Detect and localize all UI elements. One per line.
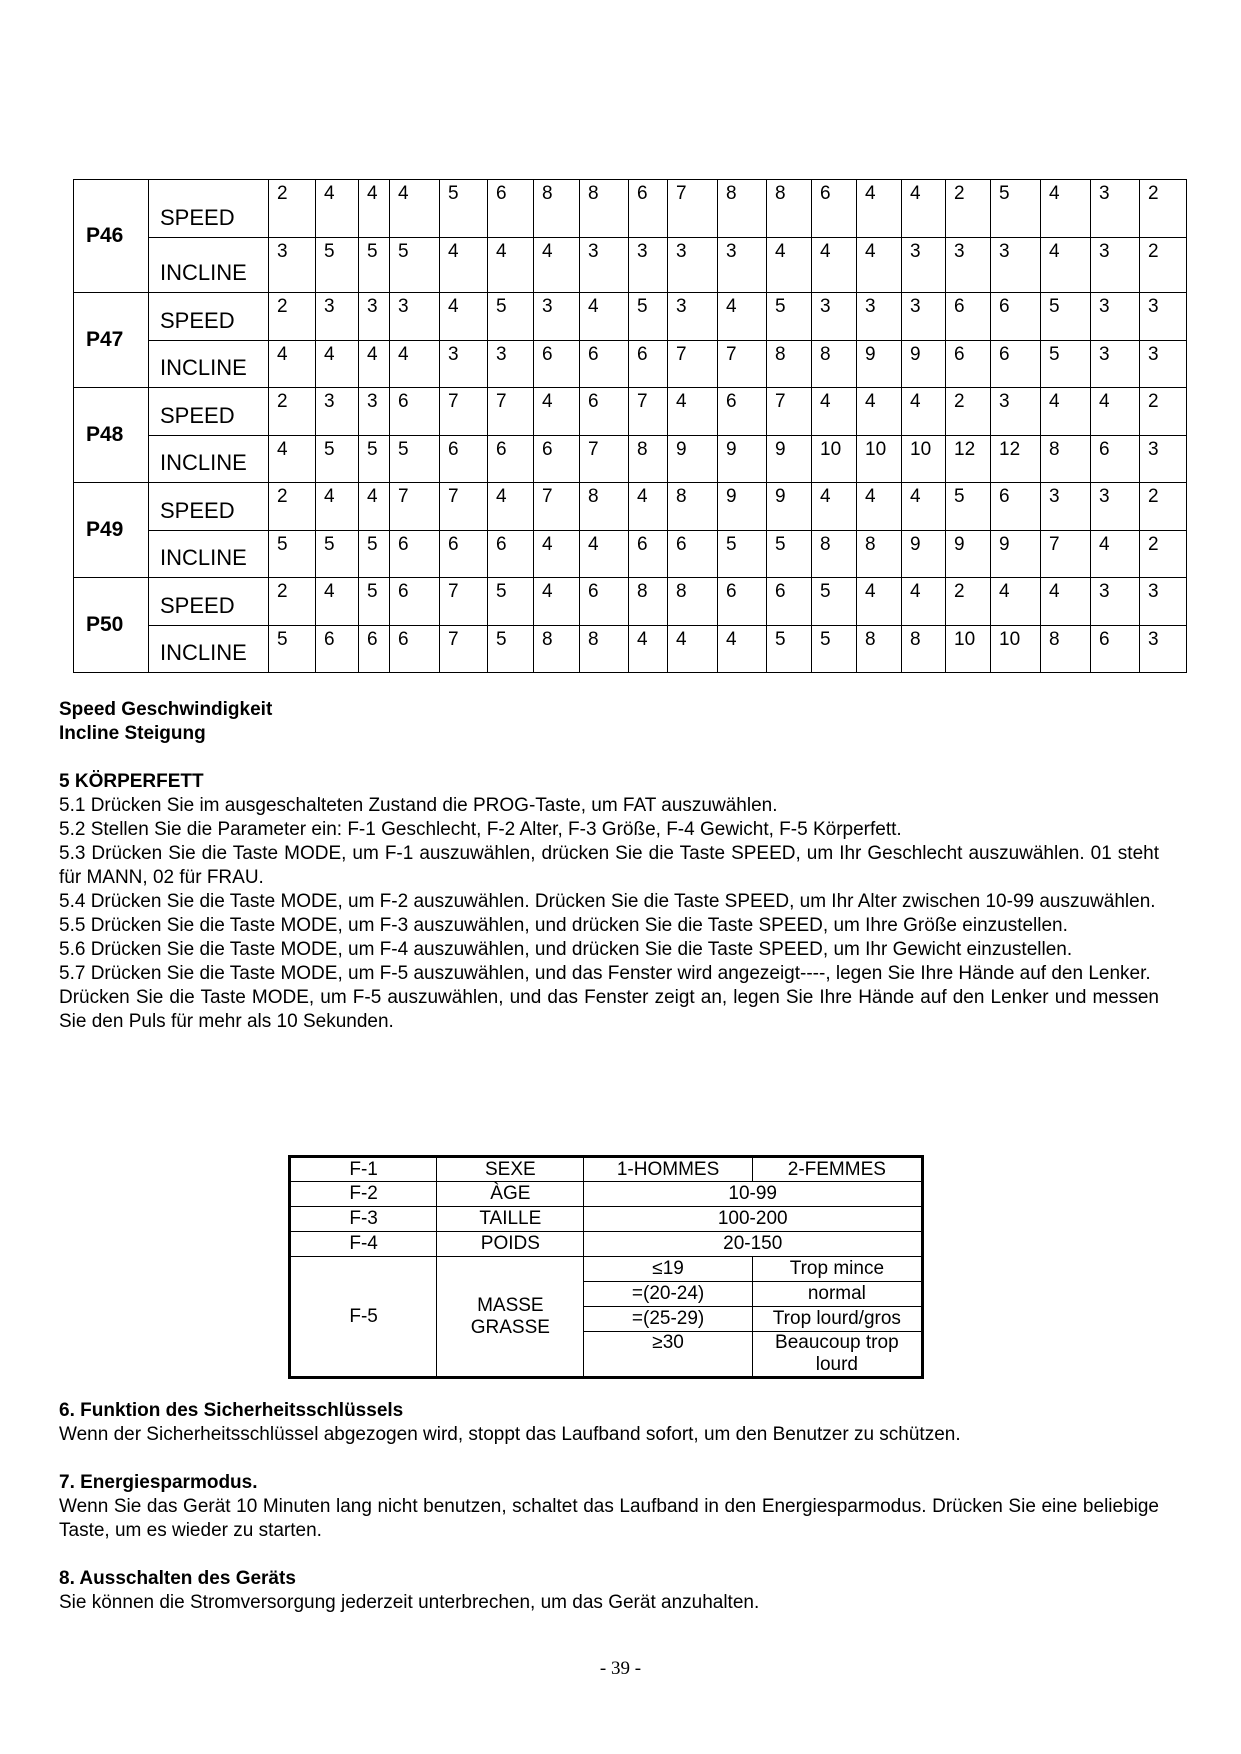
table-cell: F-5 bbox=[290, 1257, 437, 1378]
incline-value: 3 bbox=[1091, 238, 1140, 293]
paragraph: Sie können die Stromversorgung jederzeit unterbrechen, um das Gerät anzuhalten. bbox=[59, 1592, 760, 1613]
table-row bbox=[74, 238, 1187, 293]
legend bbox=[59, 698, 1159, 746]
table-row bbox=[290, 1232, 923, 1257]
speed-value: 7 bbox=[534, 483, 580, 531]
speed-value: 8 bbox=[718, 180, 767, 238]
speed-value: 4 bbox=[580, 293, 629, 341]
table-cell: MASSE GRASSE bbox=[437, 1257, 584, 1378]
speed-value: 5 bbox=[812, 578, 857, 626]
table-cell: =(25-29) bbox=[584, 1307, 752, 1332]
incline-value: 3 bbox=[440, 340, 488, 388]
incline-value: 9 bbox=[946, 530, 991, 578]
table-row bbox=[74, 435, 1187, 483]
speed-label: SPEED bbox=[149, 293, 269, 341]
table-cell: POIDS bbox=[437, 1232, 584, 1257]
speed-value: 5 bbox=[1041, 293, 1091, 341]
incline-value: 7 bbox=[1041, 530, 1091, 578]
incline-value: 6 bbox=[488, 530, 534, 578]
program-label: P46 bbox=[74, 180, 149, 293]
speed-value: 5 bbox=[946, 483, 991, 531]
incline-value: 4 bbox=[534, 530, 580, 578]
section-power-off bbox=[59, 1567, 1159, 1615]
speed-value: 3 bbox=[1091, 293, 1140, 341]
incline-value: 8 bbox=[629, 435, 668, 483]
speed-value: 3 bbox=[1140, 293, 1187, 341]
incline-value: 3 bbox=[991, 238, 1041, 293]
incline-value: 8 bbox=[902, 625, 946, 673]
paragraph: 5.3 Drücken Sie die Taste MODE, um F-1 auszuwählen, drücken Sie die Taste SPEED, um Ihr Geschlecht auszuwählen. 01 steht für MANN, 02 für FRAU. bbox=[59, 843, 1159, 888]
incline-value: 3 bbox=[902, 238, 946, 293]
table-cell: ≥30 bbox=[584, 1332, 752, 1378]
table-row bbox=[290, 1207, 923, 1232]
incline-value: 10 bbox=[812, 435, 857, 483]
speed-value: 6 bbox=[580, 388, 629, 436]
speed-value: 7 bbox=[629, 388, 668, 436]
speed-value: 7 bbox=[668, 180, 718, 238]
incline-value: 5 bbox=[269, 530, 316, 578]
speed-value: 5 bbox=[991, 180, 1041, 238]
table-cell: 10-99 bbox=[584, 1182, 923, 1207]
incline-value: 5 bbox=[316, 238, 359, 293]
incline-value: 10 bbox=[991, 625, 1041, 673]
speed-value: 2 bbox=[269, 180, 316, 238]
incline-value: 9 bbox=[991, 530, 1041, 578]
incline-value: 4 bbox=[1091, 530, 1140, 578]
incline-value: 10 bbox=[857, 435, 902, 483]
incline-value: 6 bbox=[316, 625, 359, 673]
speed-value: 2 bbox=[1140, 180, 1187, 238]
speed-value: 6 bbox=[991, 483, 1041, 531]
table-cell: 100-200 bbox=[584, 1207, 923, 1232]
incline-value: 4 bbox=[269, 340, 316, 388]
speed-value: 2 bbox=[269, 293, 316, 341]
speed-value: 3 bbox=[316, 388, 359, 436]
speed-value: 3 bbox=[902, 293, 946, 341]
page-number: - 39 - bbox=[599, 1658, 642, 1679]
speed-value: 5 bbox=[359, 578, 390, 626]
incline-value: 5 bbox=[316, 530, 359, 578]
table-row bbox=[74, 340, 1187, 388]
incline-value: 5 bbox=[390, 238, 440, 293]
incline-value: 5 bbox=[359, 238, 390, 293]
incline-value: 6 bbox=[991, 340, 1041, 388]
speed-value: 9 bbox=[718, 483, 767, 531]
paragraph: Drücken Sie die Taste MODE, um F-5 auszuwählen, und das Fenster zeigt an, legen Sie Ihre Hände auf den Lenker und messen Sie den Puls für mehr als 10 Sekunden. bbox=[59, 987, 1159, 1032]
incline-value: 3 bbox=[1140, 340, 1187, 388]
incline-value: 4 bbox=[269, 435, 316, 483]
speed-label: SPEED bbox=[149, 578, 269, 626]
incline-value: 4 bbox=[629, 625, 668, 673]
speed-value: 4 bbox=[902, 388, 946, 436]
speed-value: 4 bbox=[1041, 180, 1091, 238]
incline-value: 7 bbox=[440, 625, 488, 673]
speed-value: 4 bbox=[668, 388, 718, 436]
incline-value: 6 bbox=[629, 340, 668, 388]
table-row bbox=[74, 578, 1187, 626]
speed-value: 7 bbox=[390, 483, 440, 531]
speed-value: 6 bbox=[580, 578, 629, 626]
section-heading: 7. Energiesparmodus. bbox=[59, 1472, 258, 1493]
incline-value: 12 bbox=[946, 435, 991, 483]
speed-value: 4 bbox=[316, 180, 359, 238]
incline-value: 4 bbox=[534, 238, 580, 293]
speed-value: 6 bbox=[812, 180, 857, 238]
speed-value: 2 bbox=[946, 180, 991, 238]
speed-value: 3 bbox=[991, 388, 1041, 436]
incline-value: 8 bbox=[857, 530, 902, 578]
paragraph: 5.6 Drücken Sie die Taste MODE, um F-4 auszuwählen, und drücken Sie die Taste SPEED, um Ihr Gewicht einzustellen. bbox=[59, 939, 1073, 960]
table-cell: 20-150 bbox=[584, 1232, 923, 1257]
incline-value: 9 bbox=[668, 435, 718, 483]
incline-value: 5 bbox=[390, 435, 440, 483]
incline-value: 4 bbox=[359, 340, 390, 388]
incline-value: 5 bbox=[718, 530, 767, 578]
incline-value: 5 bbox=[359, 435, 390, 483]
incline-value: 6 bbox=[488, 435, 534, 483]
speed-value: 4 bbox=[359, 180, 390, 238]
table-row bbox=[74, 625, 1187, 673]
speed-label: SPEED bbox=[149, 180, 269, 238]
speed-value: 4 bbox=[857, 483, 902, 531]
speed-value: 6 bbox=[991, 293, 1041, 341]
incline-label: INCLINE bbox=[149, 340, 269, 388]
speed-value: 3 bbox=[1091, 483, 1140, 531]
incline-value: 6 bbox=[390, 625, 440, 673]
body-fat-table bbox=[288, 1155, 924, 1379]
incline-value: 3 bbox=[269, 238, 316, 293]
speed-value: 7 bbox=[488, 388, 534, 436]
speed-value: 4 bbox=[812, 483, 857, 531]
incline-value: 6 bbox=[1091, 625, 1140, 673]
table-cell: Trop mince bbox=[752, 1257, 922, 1282]
paragraph: 5.1 Drücken Sie im ausgeschalteten Zustand die PROG-Taste, um FAT auszuwählen. bbox=[59, 795, 778, 816]
speed-value: 5 bbox=[440, 180, 488, 238]
incline-value: 6 bbox=[668, 530, 718, 578]
incline-value: 3 bbox=[488, 340, 534, 388]
section-safety-key bbox=[59, 1399, 1159, 1447]
paragraph: Wenn der Sicherheitsschlüssel abgezogen wird, stoppt das Laufband sofort, um den Benutzer zu schützen. bbox=[59, 1424, 961, 1445]
speed-value: 3 bbox=[390, 293, 440, 341]
incline-value: 7 bbox=[668, 340, 718, 388]
speed-value: 4 bbox=[718, 293, 767, 341]
table-cell: =(20-24) bbox=[584, 1282, 752, 1307]
incline-value: 6 bbox=[440, 435, 488, 483]
incline-value: 3 bbox=[946, 238, 991, 293]
incline-value: 4 bbox=[668, 625, 718, 673]
speed-value: 3 bbox=[534, 293, 580, 341]
speed-value: 7 bbox=[440, 483, 488, 531]
speed-label: SPEED bbox=[149, 388, 269, 436]
table-row bbox=[74, 388, 1187, 436]
table-cell: F-2 bbox=[290, 1182, 437, 1207]
incline-value: 4 bbox=[580, 530, 629, 578]
table-row bbox=[290, 1257, 923, 1282]
table-cell: SEXE bbox=[437, 1157, 584, 1182]
speed-value: 5 bbox=[488, 578, 534, 626]
speed-value: 4 bbox=[991, 578, 1041, 626]
speed-value: 4 bbox=[316, 483, 359, 531]
incline-value: 4 bbox=[767, 238, 812, 293]
paragraph: Wenn Sie das Gerät 10 Minuten lang nicht benutzen, schaltet das Laufband in den Energiesparmodus. Drücken Sie eine beliebige Taste, um es wieder zu starten. bbox=[59, 1496, 1159, 1541]
speed-value: 6 bbox=[488, 180, 534, 238]
incline-label: INCLINE bbox=[149, 625, 269, 673]
incline-value: 4 bbox=[718, 625, 767, 673]
speed-value: 3 bbox=[1140, 578, 1187, 626]
incline-value: 6 bbox=[1091, 435, 1140, 483]
speed-value: 3 bbox=[359, 293, 390, 341]
paragraph: 5.2 Stellen Sie die Parameter ein: F-1 Geschlecht, F-2 Alter, F-3 Größe, F-4 Gewicht, F-5 Körperfett. bbox=[59, 819, 902, 840]
incline-value: 8 bbox=[1041, 625, 1091, 673]
speed-value: 4 bbox=[902, 578, 946, 626]
incline-value: 9 bbox=[902, 340, 946, 388]
speed-value: 4 bbox=[902, 483, 946, 531]
incline-value: 8 bbox=[767, 340, 812, 388]
incline-value: 5 bbox=[316, 435, 359, 483]
speed-value: 4 bbox=[857, 388, 902, 436]
speed-value: 4 bbox=[1041, 388, 1091, 436]
speed-value: 3 bbox=[857, 293, 902, 341]
incline-value: 3 bbox=[1140, 435, 1187, 483]
incline-value: 3 bbox=[1140, 625, 1187, 673]
program-label: P48 bbox=[74, 388, 149, 483]
incline-value: 6 bbox=[580, 340, 629, 388]
incline-value: 4 bbox=[440, 238, 488, 293]
incline-value: 6 bbox=[534, 340, 580, 388]
paragraph: 5.7 Drücken Sie die Taste MODE, um F-5 auszuwählen, und das Fenster wird angezeigt----, legen Sie Ihre Hände auf den Lenker. bbox=[59, 963, 1151, 984]
speed-value: 3 bbox=[1091, 180, 1140, 238]
table-cell: ÀGE bbox=[437, 1182, 584, 1207]
speed-value: 8 bbox=[534, 180, 580, 238]
speed-value: 3 bbox=[359, 388, 390, 436]
incline-value: 8 bbox=[812, 530, 857, 578]
speed-value: 4 bbox=[857, 578, 902, 626]
incline-value: 5 bbox=[359, 530, 390, 578]
speed-value: 7 bbox=[767, 388, 812, 436]
speed-value: 6 bbox=[390, 578, 440, 626]
speed-value: 8 bbox=[767, 180, 812, 238]
speed-value: 2 bbox=[1140, 388, 1187, 436]
incline-value: 6 bbox=[629, 530, 668, 578]
table-cell: Beaucoup trop lourd bbox=[752, 1332, 922, 1378]
speed-value: 4 bbox=[1041, 578, 1091, 626]
paragraph: 5.4 Drücken Sie die Taste MODE, um F-2 auszuwählen. Drücken Sie die Taste SPEED, um Ihr Alter zwischen 10-99 auszuwählen. bbox=[59, 891, 1156, 912]
incline-value: 5 bbox=[269, 625, 316, 673]
incline-label: INCLINE bbox=[149, 435, 269, 483]
table-cell: 2-FEMMES bbox=[752, 1157, 922, 1182]
incline-value: 4 bbox=[316, 340, 359, 388]
table-row bbox=[74, 180, 1187, 238]
speed-value: 6 bbox=[767, 578, 812, 626]
program-label: P47 bbox=[74, 293, 149, 388]
speed-label: SPEED bbox=[149, 483, 269, 531]
incline-value: 3 bbox=[718, 238, 767, 293]
incline-value: 10 bbox=[902, 435, 946, 483]
legend-speed: Speed Geschwindigkeit bbox=[59, 699, 273, 720]
speed-value: 4 bbox=[902, 180, 946, 238]
speed-value: 2 bbox=[269, 483, 316, 531]
speed-value: 4 bbox=[857, 180, 902, 238]
incline-value: 6 bbox=[440, 530, 488, 578]
speed-value: 4 bbox=[1091, 388, 1140, 436]
speed-value: 4 bbox=[390, 180, 440, 238]
incline-value: 7 bbox=[580, 435, 629, 483]
incline-value: 3 bbox=[629, 238, 668, 293]
incline-label: INCLINE bbox=[149, 238, 269, 293]
table-row bbox=[290, 1182, 923, 1207]
table-row bbox=[74, 483, 1187, 531]
incline-value: 6 bbox=[534, 435, 580, 483]
speed-value: 5 bbox=[488, 293, 534, 341]
table-row bbox=[74, 293, 1187, 341]
incline-value: 9 bbox=[718, 435, 767, 483]
speed-value: 2 bbox=[946, 578, 991, 626]
incline-value: 9 bbox=[857, 340, 902, 388]
incline-value: 12 bbox=[991, 435, 1041, 483]
table-cell: normal bbox=[752, 1282, 922, 1307]
speed-value: 6 bbox=[718, 388, 767, 436]
speed-value: 4 bbox=[316, 578, 359, 626]
speed-value: 4 bbox=[440, 293, 488, 341]
incline-value: 3 bbox=[1091, 340, 1140, 388]
table-cell: F-1 bbox=[290, 1157, 437, 1182]
incline-value: 6 bbox=[946, 340, 991, 388]
speed-value: 3 bbox=[1091, 578, 1140, 626]
speed-value: 4 bbox=[534, 578, 580, 626]
program-label: P50 bbox=[74, 578, 149, 673]
speed-value: 8 bbox=[668, 578, 718, 626]
section-energy-saving bbox=[59, 1471, 1159, 1543]
incline-value: 5 bbox=[767, 530, 812, 578]
incline-value: 2 bbox=[1140, 238, 1187, 293]
table-cell: Trop lourd/gros bbox=[752, 1307, 922, 1332]
table-row bbox=[74, 530, 1187, 578]
paragraph: 5.5 Drücken Sie die Taste MODE, um F-3 auszuwählen, und drücken Sie die Taste SPEED, um Ihre Größe einzustellen. bbox=[59, 915, 1068, 936]
incline-value: 8 bbox=[857, 625, 902, 673]
incline-value: 5 bbox=[1041, 340, 1091, 388]
speed-value: 2 bbox=[269, 578, 316, 626]
program-table-body bbox=[74, 180, 1187, 673]
table-cell: F-4 bbox=[290, 1232, 437, 1257]
incline-value: 8 bbox=[580, 625, 629, 673]
speed-value: 2 bbox=[1140, 483, 1187, 531]
speed-value: 9 bbox=[767, 483, 812, 531]
speed-value: 4 bbox=[534, 388, 580, 436]
incline-value: 8 bbox=[812, 340, 857, 388]
incline-value: 8 bbox=[1041, 435, 1091, 483]
incline-value: 4 bbox=[390, 340, 440, 388]
program-table bbox=[73, 179, 1187, 673]
program-label: P49 bbox=[74, 483, 149, 578]
speed-value: 4 bbox=[359, 483, 390, 531]
incline-value: 4 bbox=[1041, 238, 1091, 293]
table-cell: 1-HOMMES bbox=[584, 1157, 752, 1182]
speed-value: 5 bbox=[629, 293, 668, 341]
table-row bbox=[290, 1157, 923, 1182]
speed-value: 3 bbox=[668, 293, 718, 341]
incline-label: INCLINE bbox=[149, 530, 269, 578]
speed-value: 6 bbox=[718, 578, 767, 626]
speed-value: 8 bbox=[580, 180, 629, 238]
speed-value: 3 bbox=[1041, 483, 1091, 531]
section-heading: 6. Funktion des Sicherheitsschlüssels bbox=[59, 1400, 404, 1421]
table-cell: TAILLE bbox=[437, 1207, 584, 1232]
incline-value: 4 bbox=[488, 238, 534, 293]
table-cell: F-3 bbox=[290, 1207, 437, 1232]
incline-value: 4 bbox=[812, 238, 857, 293]
speed-value: 5 bbox=[767, 293, 812, 341]
incline-value: 9 bbox=[902, 530, 946, 578]
speed-value: 4 bbox=[629, 483, 668, 531]
incline-value: 2 bbox=[1140, 530, 1187, 578]
speed-value: 3 bbox=[316, 293, 359, 341]
speed-value: 3 bbox=[812, 293, 857, 341]
incline-value: 4 bbox=[857, 238, 902, 293]
speed-value: 7 bbox=[440, 578, 488, 626]
incline-value: 5 bbox=[812, 625, 857, 673]
section-body-fat bbox=[59, 770, 1159, 1034]
table-cell: ≤19 bbox=[584, 1257, 752, 1282]
incline-value: 10 bbox=[946, 625, 991, 673]
speed-value: 8 bbox=[629, 578, 668, 626]
incline-value: 8 bbox=[534, 625, 580, 673]
incline-value: 3 bbox=[668, 238, 718, 293]
legend-incline: Incline Steigung bbox=[59, 723, 206, 744]
speed-value: 6 bbox=[946, 293, 991, 341]
speed-value: 2 bbox=[946, 388, 991, 436]
incline-value: 9 bbox=[767, 435, 812, 483]
speed-value: 6 bbox=[390, 388, 440, 436]
speed-value: 8 bbox=[668, 483, 718, 531]
incline-value: 5 bbox=[767, 625, 812, 673]
section-heading: 5 KÖRPERFETT bbox=[59, 771, 204, 792]
speed-value: 6 bbox=[629, 180, 668, 238]
speed-value: 4 bbox=[812, 388, 857, 436]
speed-value: 4 bbox=[488, 483, 534, 531]
speed-value: 7 bbox=[440, 388, 488, 436]
incline-value: 6 bbox=[390, 530, 440, 578]
speed-value: 2 bbox=[269, 388, 316, 436]
incline-value: 3 bbox=[580, 238, 629, 293]
section-heading: 8. Ausschalten des Geräts bbox=[59, 1568, 296, 1589]
speed-value: 8 bbox=[580, 483, 629, 531]
incline-value: 5 bbox=[488, 625, 534, 673]
incline-value: 6 bbox=[359, 625, 390, 673]
incline-value: 7 bbox=[718, 340, 767, 388]
